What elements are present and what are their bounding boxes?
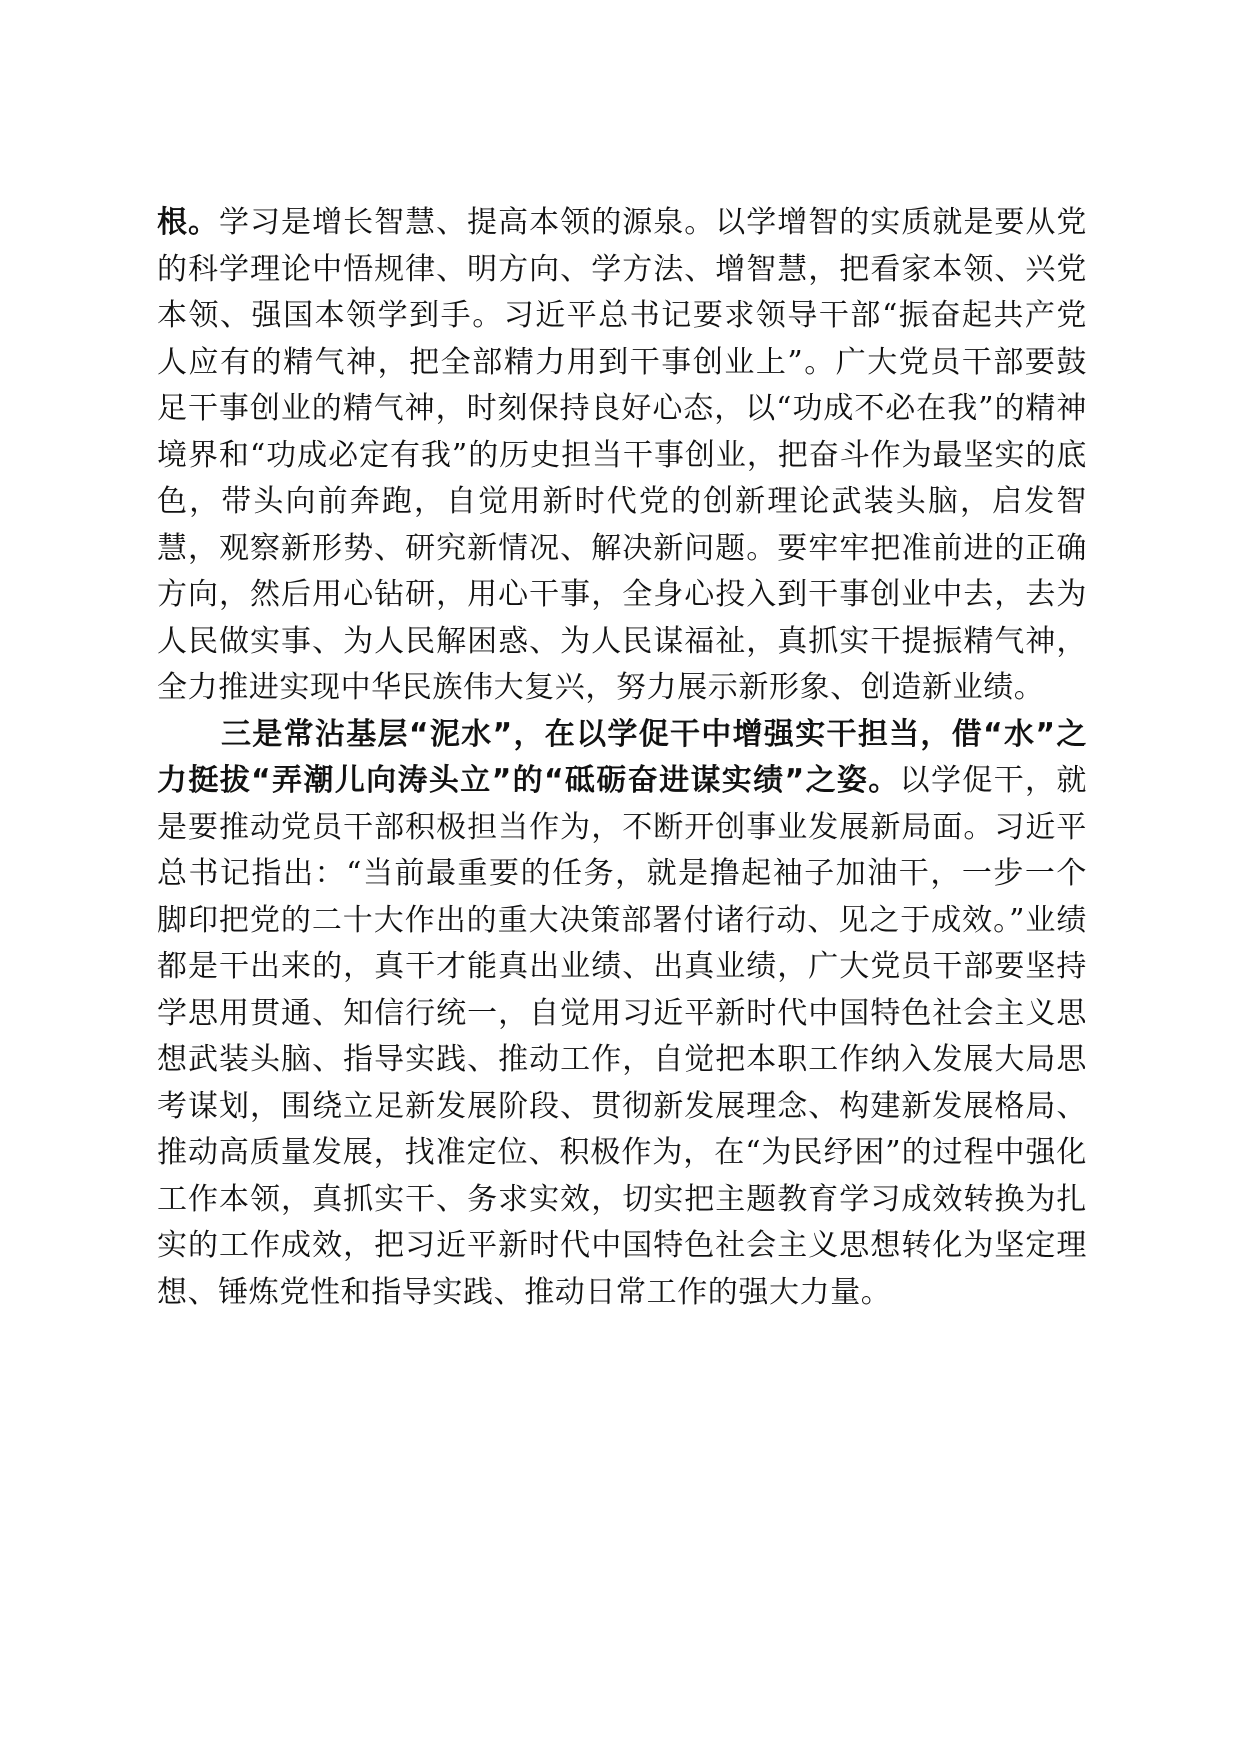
- paragraph-1-body: 学习是增长智慧、提高本领的源泉。以学增智的实质就是要从党的科学理论中悟规律、明方向、学方法、增智慧，把看家本领、兴党本领、强国本领学到手。习近平总书记要求领导干部“振奋起共产党人应有的精气神，把全部精力用到干事创业上”。广大党员干部要鼓足干事创业的精气神，时刻保持良好心态，以“功成不必在我”的精神境界和“功成必定有我”的历史担当干事创业，把奋斗作为最坚实的底色，带头向前奔跑，自觉用新时代党的创新理论武装头脑，启发智慧，观察新形势、研究新情况、解决新问题。要牢牢把准前进的正确方向，然后用心钻研，用心干事，全身心投入到干事创业中去，去为人民做实事、为人民解困惑、为人民谋福祉，真抓实干提振精气神，全力推进实现中华民族伟大复兴，努力展示新形象、创造新业绩。: [157, 205, 1087, 705]
- paragraph-2-body: 以学促干，就是要推动党员干部积极担当作为，不断开创事业发展新局面。习近平总书记指出：“当前最重要的任务，就是撸起袖子加油干，一步一个脚印把党的二十大作出的重大决策部署付诸行动、见之于成效。”业绩都是干出来的，真干才能真出业绩、出真业绩，广大党员干部要坚持学思用贯通、知信行统一，自觉用习近平新时代中国特色社会主义思想武装头脑、指导实践、推动工作，自觉把本职工作纳入发展大局思考谋划，围绕立足新发展阶段、贯彻新发展理念、构建新发展格局、推动高质量发展，找准定位、积极作为，在“为民纾困”的过程中强化工作本领，真抓实干、务求实效，切实把主题教育学习成效转换为扎实的工作成效，把习近平新时代中国特色社会主义思想转化为坚定理想、锤炼党性和指导实践、推动日常工作的强大力量。: [157, 763, 1087, 1310]
- paragraph-1-bold-lead: 根。: [157, 205, 220, 240]
- paragraph-2-bold-lead: 三是常沾基层“泥水”，在以学促干中增强实干担当，借“水”之力挺拔“弄潮儿向涛头立”的“砥砺奋进谋实绩”之姿。: [157, 716, 1087, 798]
- document-body: [157, 200, 1087, 1316]
- paragraph-2: [157, 712, 1087, 1317]
- paragraph-1: [157, 200, 1087, 712]
